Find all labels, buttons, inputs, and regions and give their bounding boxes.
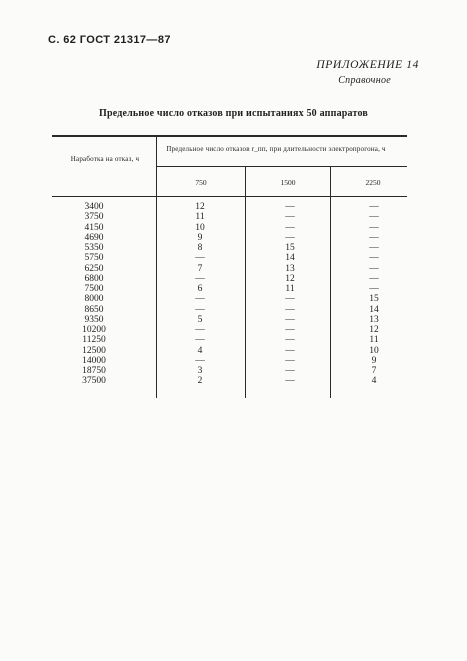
failures-2250-cell: — [369,284,379,294]
failures-2250-cell: 10 [369,345,379,356]
failures-2250-cell: 12 [369,325,379,335]
failures-2250-cell: — [369,263,379,274]
column-header-1500: 1500 [280,178,296,187]
failures-1500-cell: — [285,314,295,325]
hours-cell: 6250 [84,263,104,274]
hours-cell: 3400 [84,202,104,212]
failures-2250-cell: — [369,202,379,212]
hours-cell: 4690 [84,232,104,243]
failures-2250-cell: 9 [371,355,377,366]
table-title: Предельное число отказов при испытаниях 50 аппаратов [98,108,369,119]
failures-2250-cell: 14 [369,304,379,315]
failures-2250-cell: 11 [369,335,379,346]
hours-cell: 9350 [84,314,104,325]
column-header-2250: 2250 [365,178,381,187]
hours-cell: 37500 [82,376,106,387]
failures-750-cell: — [195,355,205,366]
failures-750-cell: 3 [197,366,203,376]
failures-2250-cell: 15 [369,294,379,305]
hours-cell: 14000 [82,355,106,366]
failures-1500-cell: — [285,232,295,243]
header-bottom-rule [52,196,407,197]
appendix-label: ПРИЛОЖЕНИЕ 14 [316,59,419,71]
failures-1500-cell: 12 [285,273,295,284]
hours-cell: 11250 [82,335,106,346]
failures-1500-cell: 13 [285,263,295,274]
failures-1500-cell: — [285,222,295,233]
failures-750-cell: 6 [197,284,203,294]
hours-column-header-text: Наработка на отказ, ч [70,155,140,163]
failures-750-cell: 12 [195,202,205,212]
failures-750-cell: 11 [195,212,205,223]
failures-750-cell: 2 [197,376,203,387]
failures-750-cell: 8 [197,243,203,253]
failures-1500-cell: 11 [285,284,295,294]
failures-1500-cell: — [285,325,295,335]
failures-2250-cell: — [369,222,379,233]
failures-1500-cell: 14 [285,253,295,264]
failures-span-header-text: Предельное число отказов r_пп, при длительности электропрогона, ч [166,145,386,153]
failures-1500-cell: — [285,335,295,346]
column-header-750: 750 [195,178,207,187]
failures-2250-cell: — [369,232,379,243]
failures-2250-cell: 4 [371,376,377,387]
hours-cell: 8000 [84,294,104,305]
failures-2250-cell: — [369,212,379,223]
failures-750-cell: 4 [197,345,203,356]
failures-750-cell: — [195,294,205,305]
failures-1500-cell: — [285,202,295,212]
failures-750-cell: — [195,335,205,346]
page-header: С. 62 ГОСТ 21317—87 [48,34,171,46]
failures-2250-cell: — [369,243,379,253]
hours-cell: 3750 [84,212,104,223]
hours-cell: 4150 [84,222,104,233]
failures-750-cell: 9 [197,232,203,243]
hours-cell: 18750 [82,366,106,376]
reference-label: Справочное [338,75,391,86]
hours-column-header [60,155,150,164]
failures-1500-cell: — [285,212,295,223]
hours-cell: 5750 [84,253,104,264]
failures-1500-cell: 15 [285,243,295,253]
failures-750-cell: — [195,253,205,264]
failures-750-cell: 5 [197,314,203,325]
failures-1500-cell: — [285,304,295,315]
hours-cell: 6800 [84,273,104,284]
failures-2250-cell: 13 [369,314,379,325]
failures-1500-cell: — [285,345,295,356]
hours-cell: 7500 [84,284,104,294]
hours-cell: 12500 [82,345,106,356]
failures-span-header [160,144,392,154]
failures-750-cell: — [195,273,205,284]
hours-cell: 5350 [84,243,104,253]
failures-2250-cell: — [369,273,379,284]
column-divider [156,137,157,398]
failures-750-cell: — [195,304,205,315]
failures-750-cell: — [195,325,205,335]
failures-750-cell: 7 [197,263,203,274]
failures-750-cell: 10 [195,222,205,233]
failures-1500-cell: — [285,355,295,366]
failures-1500-cell: — [285,376,295,387]
column-divider [245,167,246,398]
hours-cell: 10200 [82,325,106,335]
hours-cell: 8650 [84,304,104,315]
failures-2250-cell: 7 [371,366,377,376]
subheader-rule [156,166,407,167]
failures-2250-cell: — [369,253,379,264]
failures-1500-cell: — [285,366,295,376]
column-divider [330,167,331,398]
failures-1500-cell: — [285,294,295,305]
table-top-rule [52,135,407,137]
